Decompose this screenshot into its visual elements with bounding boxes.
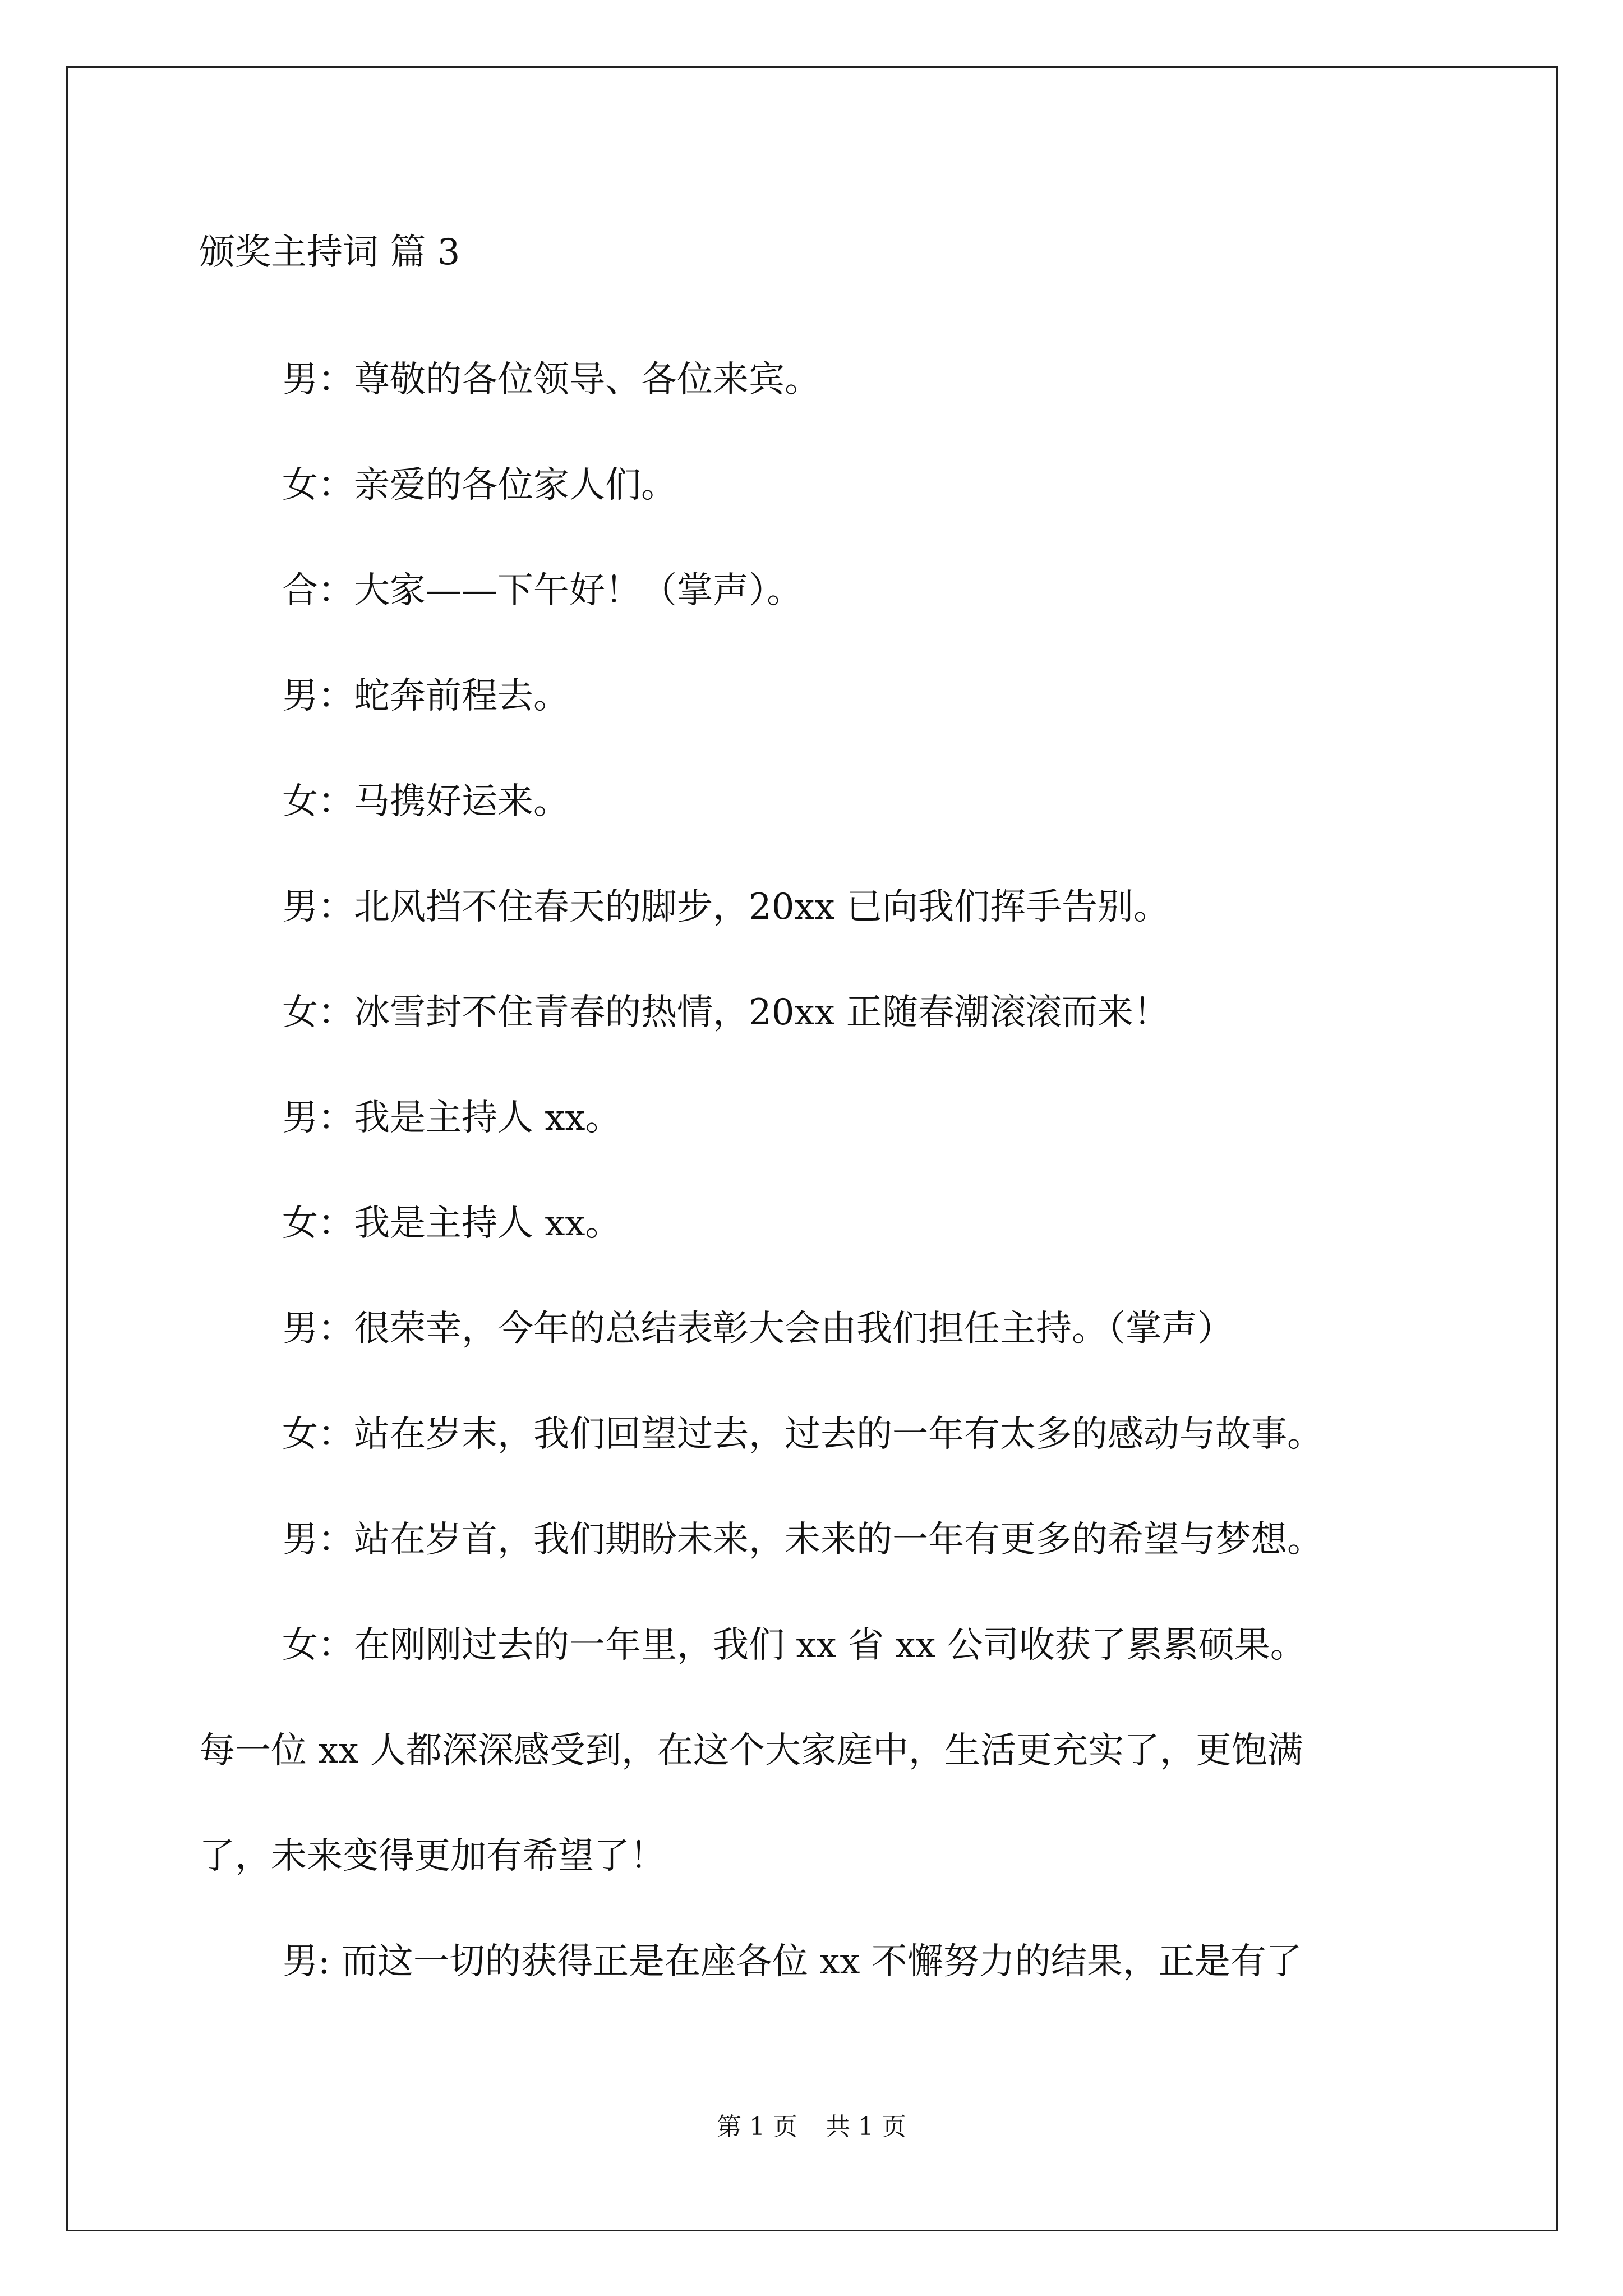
paragraph-10: 男：很荣幸，今年的总结表彰大会由我们担任主持。（掌声） (282, 1308, 1233, 1350)
paragraph-2: 女：亲爱的各位家人们。 (282, 464, 677, 506)
document-title: 颁奖主持词 篇 3 (199, 232, 460, 273)
paragraph-7: 女：冰雪封不住青春的热情，20xx 正随春潮滚滚而来！ (282, 992, 1169, 1033)
paragraph-13-continued-2: 了，未来变得更加有希望了！ (199, 1835, 666, 1877)
page-number-total: 共 1 页 (826, 2113, 906, 2141)
paragraph-3: 合：大家——下午好！（掌声）。 (282, 570, 803, 611)
paragraph-12: 男：站在岁首，我们期盼未来，未来的一年有更多的希望与梦想。 (282, 1519, 1323, 1561)
paragraph-8: 男：我是主持人 xx。 (282, 1097, 621, 1139)
paragraph-1: 男：尊敬的各位领导、各位来宾。 (282, 359, 820, 401)
paragraph-6: 男：北风挡不住春天的脚步，20xx 已向我们挥手告别。 (282, 886, 1169, 928)
paragraph-4: 男：蛇奔前程去。 (282, 675, 569, 717)
paragraph-14: 男: 而这一切的获得正是在座各位 xx 不懈努力的结果，正是有了 (282, 1941, 1302, 1982)
document-body (199, 327, 1444, 2014)
page-footer (0, 2110, 1623, 2144)
paragraph-5: 女：马携好运来。 (282, 781, 569, 822)
paragraph-11: 女：站在岁末，我们回望过去，过去的一年有太多的感动与故事。 (282, 1414, 1323, 1455)
page-number-current: 第 1 页 (717, 2113, 797, 2141)
paragraph-13-continued-1: 每一位 xx 人都深深感受到，在这个大家庭中，生活更充实了，更饱满 (199, 1730, 1303, 1772)
paragraph-13: 女：在刚刚过去的一年里，我们 xx 省 xx 公司收获了累累硕果。 (282, 1625, 1306, 1666)
paragraph-9: 女：我是主持人 xx。 (282, 1203, 621, 1244)
